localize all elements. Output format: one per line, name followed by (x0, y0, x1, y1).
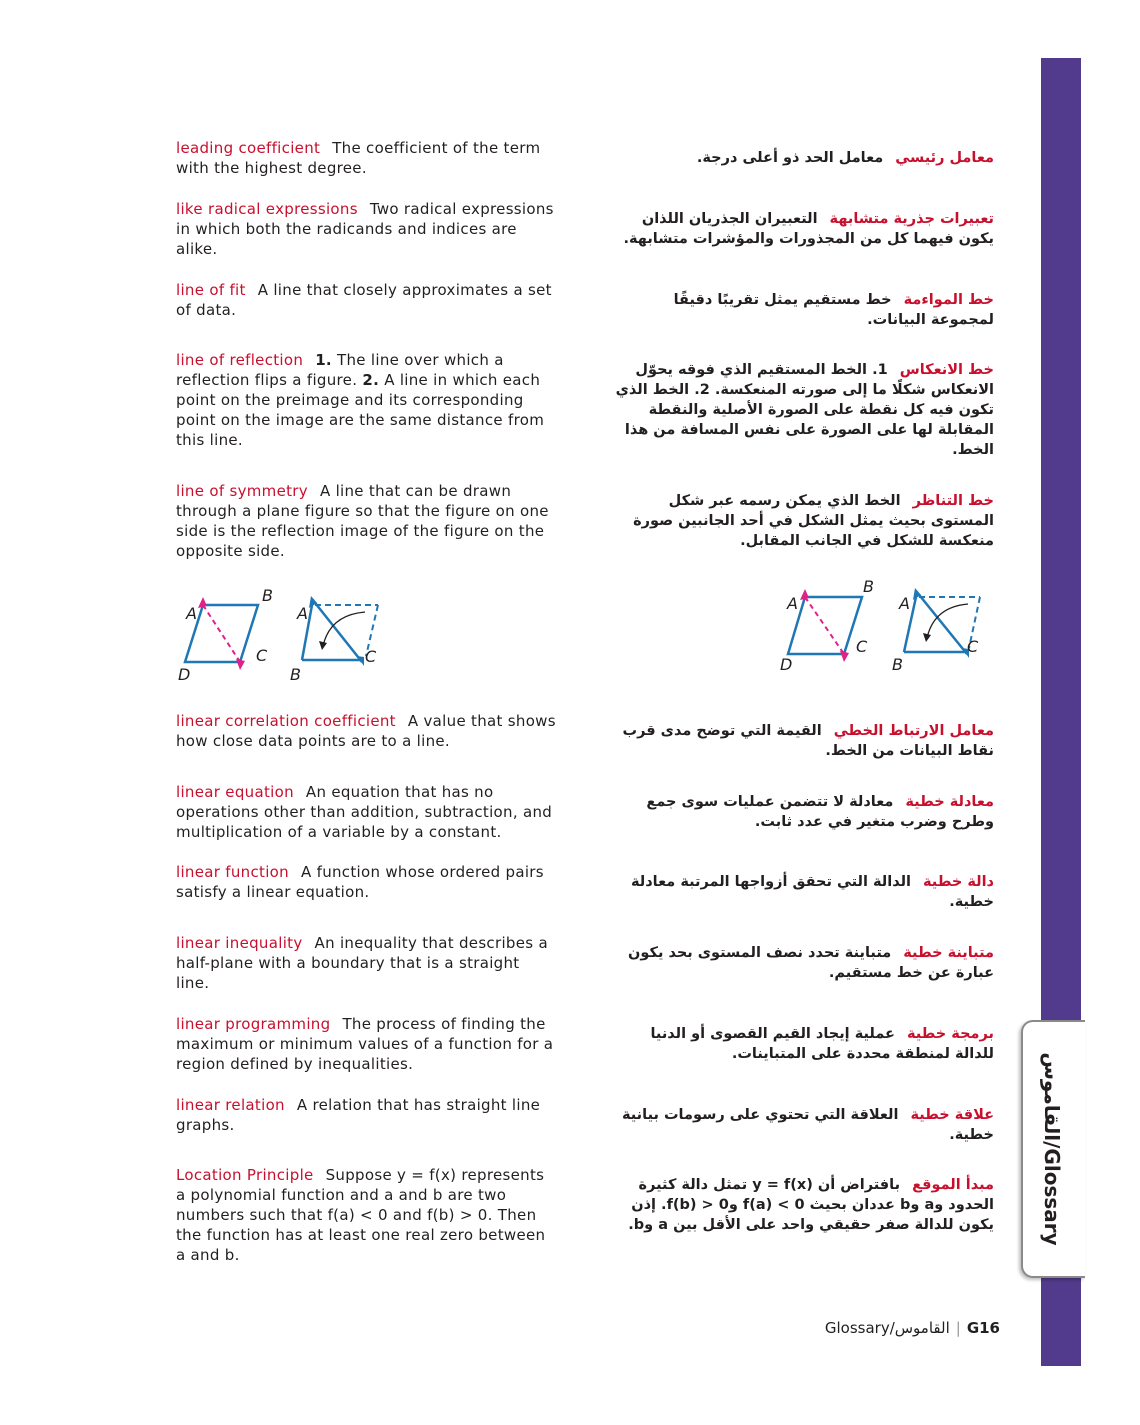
vertex-label-b: B (863, 577, 874, 596)
term-label: خط الانعكاس (899, 362, 994, 378)
entry-line-of-reflection-ar (612, 360, 994, 460)
parallelogram-shape (788, 597, 862, 654)
term-label: linear inequality (176, 934, 303, 952)
symmetry-figure-en (170, 580, 390, 690)
vertex-label-c: C (256, 646, 268, 665)
term-label: linear equation (176, 783, 294, 801)
vertex-label-b: B (892, 655, 903, 674)
entry-linear-relation-ar (612, 1105, 994, 1145)
entry-like-radical (176, 199, 556, 259)
definition: بافتراض أن y = f(x) تمثل دالة كثيرة الحدود وa وb عددان بحيث f(a) < 0 وf(b) > 0. إذن يكون للدالة صفر حقيقي واحد على الأقل بين a وb. (628, 1177, 994, 1233)
definition-number: 1. (315, 351, 332, 369)
entry-linear-correlation (176, 711, 556, 751)
arrowhead (319, 641, 327, 650)
entry-line-of-symmetry-ar (612, 491, 994, 551)
term-label: مبدأ الموقع (912, 1177, 994, 1193)
arrowhead (236, 659, 245, 670)
definition: الدالة التي تحقق أزواجها المرتبة معادلة خطية. (630, 874, 994, 910)
definition: A line that closely approximates a set of data. (176, 281, 552, 319)
definition: معادلة لا تتضمن عمليات سوى جمع وطرح وضرب متغير في عدد ثابت. (646, 794, 994, 830)
definition: A relation that has straight line graphs. (176, 1096, 541, 1134)
vertex-label-a: A (899, 594, 910, 613)
entry-line-of-symmetry (176, 481, 556, 561)
term-label: تعبيرات جذرية متشابهة (829, 211, 994, 227)
definition: A line that can be drawn through a plane figure so that the figure on one side is the reflection image of the figure on the opposite side. (176, 482, 549, 560)
definition: Suppose y = f(x) represents a polynomial function and a and b are two numbers such that f(a) < 0 and f(b) > 0. Then the function has at least one real zero between a and b. (176, 1166, 546, 1264)
entry-linear-correlation-ar (612, 721, 994, 761)
definition: Two radical expressions in which both the radicands and indices are alike. (176, 200, 554, 258)
definition: A function whose ordered pairs satisfy a linear equation. (176, 863, 544, 901)
definition: خط مستقيم يمثل تقريبًا دقيقًا لمجموعة البيانات. (673, 292, 994, 328)
entry-like-radical-ar (612, 209, 994, 249)
definition: العلاقة التي تحتوي على رسومات بيانية خطية. (621, 1107, 994, 1143)
symmetry-line-dashed (805, 597, 844, 654)
definition: A line in which each point on the preimage and its corresponding point on the image are the same distance from this line. (176, 371, 545, 449)
vertex-label-a: A (297, 604, 308, 623)
term-label: دالة خطية (923, 874, 994, 890)
definition: التعبيران الجذريان اللذان يكون فيهما كل من المجذورات والمؤشرات متشابهة. (623, 211, 994, 247)
symmetry-diagram (776, 572, 996, 682)
symmetry-line-dashed (203, 605, 240, 662)
page-footer (700, 1319, 1000, 1337)
vertex-label-d: D (178, 665, 191, 684)
symmetry-diagram (170, 580, 390, 690)
definition: The line over which a reflection flips a figure. (176, 351, 504, 389)
definition: القيمة التي توضح مدى قرب نقاط البيانات من الخط. (622, 723, 994, 759)
arrowhead (923, 633, 931, 642)
term-label: line of symmetry (176, 482, 308, 500)
definition: متباينة تحدد نصف المستوى بحد يكون عبارة عن خط مستقيم. (628, 945, 994, 981)
vertex-label-a: A (186, 604, 197, 623)
term-label: خط التناظر (912, 493, 994, 509)
symmetry-figure-ar (776, 572, 996, 682)
definition: A value that shows how close data points are to a line. (176, 712, 556, 750)
entry-linear-function (176, 862, 556, 902)
term-label: خط المواءمة (903, 292, 994, 308)
entry-linear-equation (176, 782, 556, 842)
term-label: line of reflection (176, 351, 304, 369)
entry-linear-relation (176, 1095, 556, 1135)
term-label: linear correlation coefficient (176, 712, 396, 730)
vertex-label-c: C (967, 637, 979, 656)
glossary-tab-label: القاموس/Glossary (1040, 1052, 1064, 1246)
entry-linear-equation-ar (612, 792, 994, 832)
entry-leading-coefficient-ar (612, 148, 994, 168)
term-label: like radical expressions (176, 200, 358, 218)
term-label: علاقة خطية (910, 1107, 994, 1123)
definition: The coefficient of the term with the highest degree. (176, 139, 541, 177)
entry-linear-function-ar (612, 872, 994, 912)
vertex-label-d: D (780, 655, 793, 674)
term-label: برمجة خطية (906, 1026, 994, 1042)
definition: 1. الخط المستقيم الذي فوقه يحوّل الانعكاس شكلًا ما إلى صورته المنعكسة. 2. الخط الذي تكون فيه كل نقطة على الصورة الأصلية والنقطة المقابلة لها على الصورة على نفس المسافة من هذا الخط. (615, 362, 994, 458)
definition-number: 2. (362, 371, 380, 389)
term-label: linear programming (176, 1015, 331, 1033)
term-label: معامل رئيسي (895, 150, 994, 166)
definition: An equation that has no operations other than addition, subtraction, and multiplication of a variable by a constant. (176, 783, 553, 841)
footer-separator: | (955, 1319, 961, 1337)
entry-linear-programming-ar (612, 1024, 994, 1064)
vertex-label-b: B (290, 665, 301, 684)
term-label: linear relation (176, 1096, 285, 1114)
term-label: linear function (176, 863, 289, 881)
term-label: متباينة خطية (903, 945, 994, 961)
term-label: معامل الارتباط الخطي (833, 723, 994, 739)
definition: عملية إيجاد القيم القصوى أو الدنيا للدالة لمنطقة محددة على المتباينات. (650, 1026, 994, 1062)
term-label: معادلة خطية (905, 794, 994, 810)
term-label: Location Principle (176, 1166, 314, 1184)
vertex-label-a: A (787, 594, 798, 613)
vertex-label-c: C (365, 647, 377, 666)
arrowhead (800, 589, 809, 600)
entry-leading-coefficient (176, 138, 556, 178)
definition: The process of finding the maximum or minimum values of a function for a region defined by inequalities. (176, 1015, 554, 1073)
page-number: G16 (966, 1319, 1000, 1337)
entry-linear-inequality (176, 933, 556, 993)
definition: An inequality that describes a half-plane with a boundary that is a straight line. (176, 934, 548, 992)
term-label: leading coefficient (176, 139, 321, 157)
vertex-label-c: C (856, 637, 868, 656)
term-label: line of fit (176, 281, 246, 299)
symmetry-line (916, 591, 967, 654)
symmetry-line (312, 599, 362, 662)
arrowhead (840, 651, 849, 662)
vertex-label-b: B (262, 586, 273, 605)
entry-line-of-fit-ar (612, 290, 994, 330)
entry-line-of-reflection (176, 350, 556, 450)
entry-linear-programming (176, 1014, 556, 1074)
entry-location-principle (176, 1165, 556, 1265)
definition: الخط الذي يمكن رسمه عبر شكل المستوى بحيث يمثل الشكل في أحد الجانبين صورة منعكسة للشكل في الجانب المقابل. (633, 493, 994, 549)
rotation-arrow (927, 604, 968, 638)
entry-line-of-fit (176, 280, 556, 320)
arrowhead (198, 597, 207, 608)
footer-title: Glossary/القاموس (824, 1319, 950, 1337)
entry-location-principle-ar (612, 1175, 994, 1235)
definition: معامل الحد ذو أعلى درجة. (696, 150, 884, 166)
entry-linear-inequality-ar (612, 943, 994, 983)
